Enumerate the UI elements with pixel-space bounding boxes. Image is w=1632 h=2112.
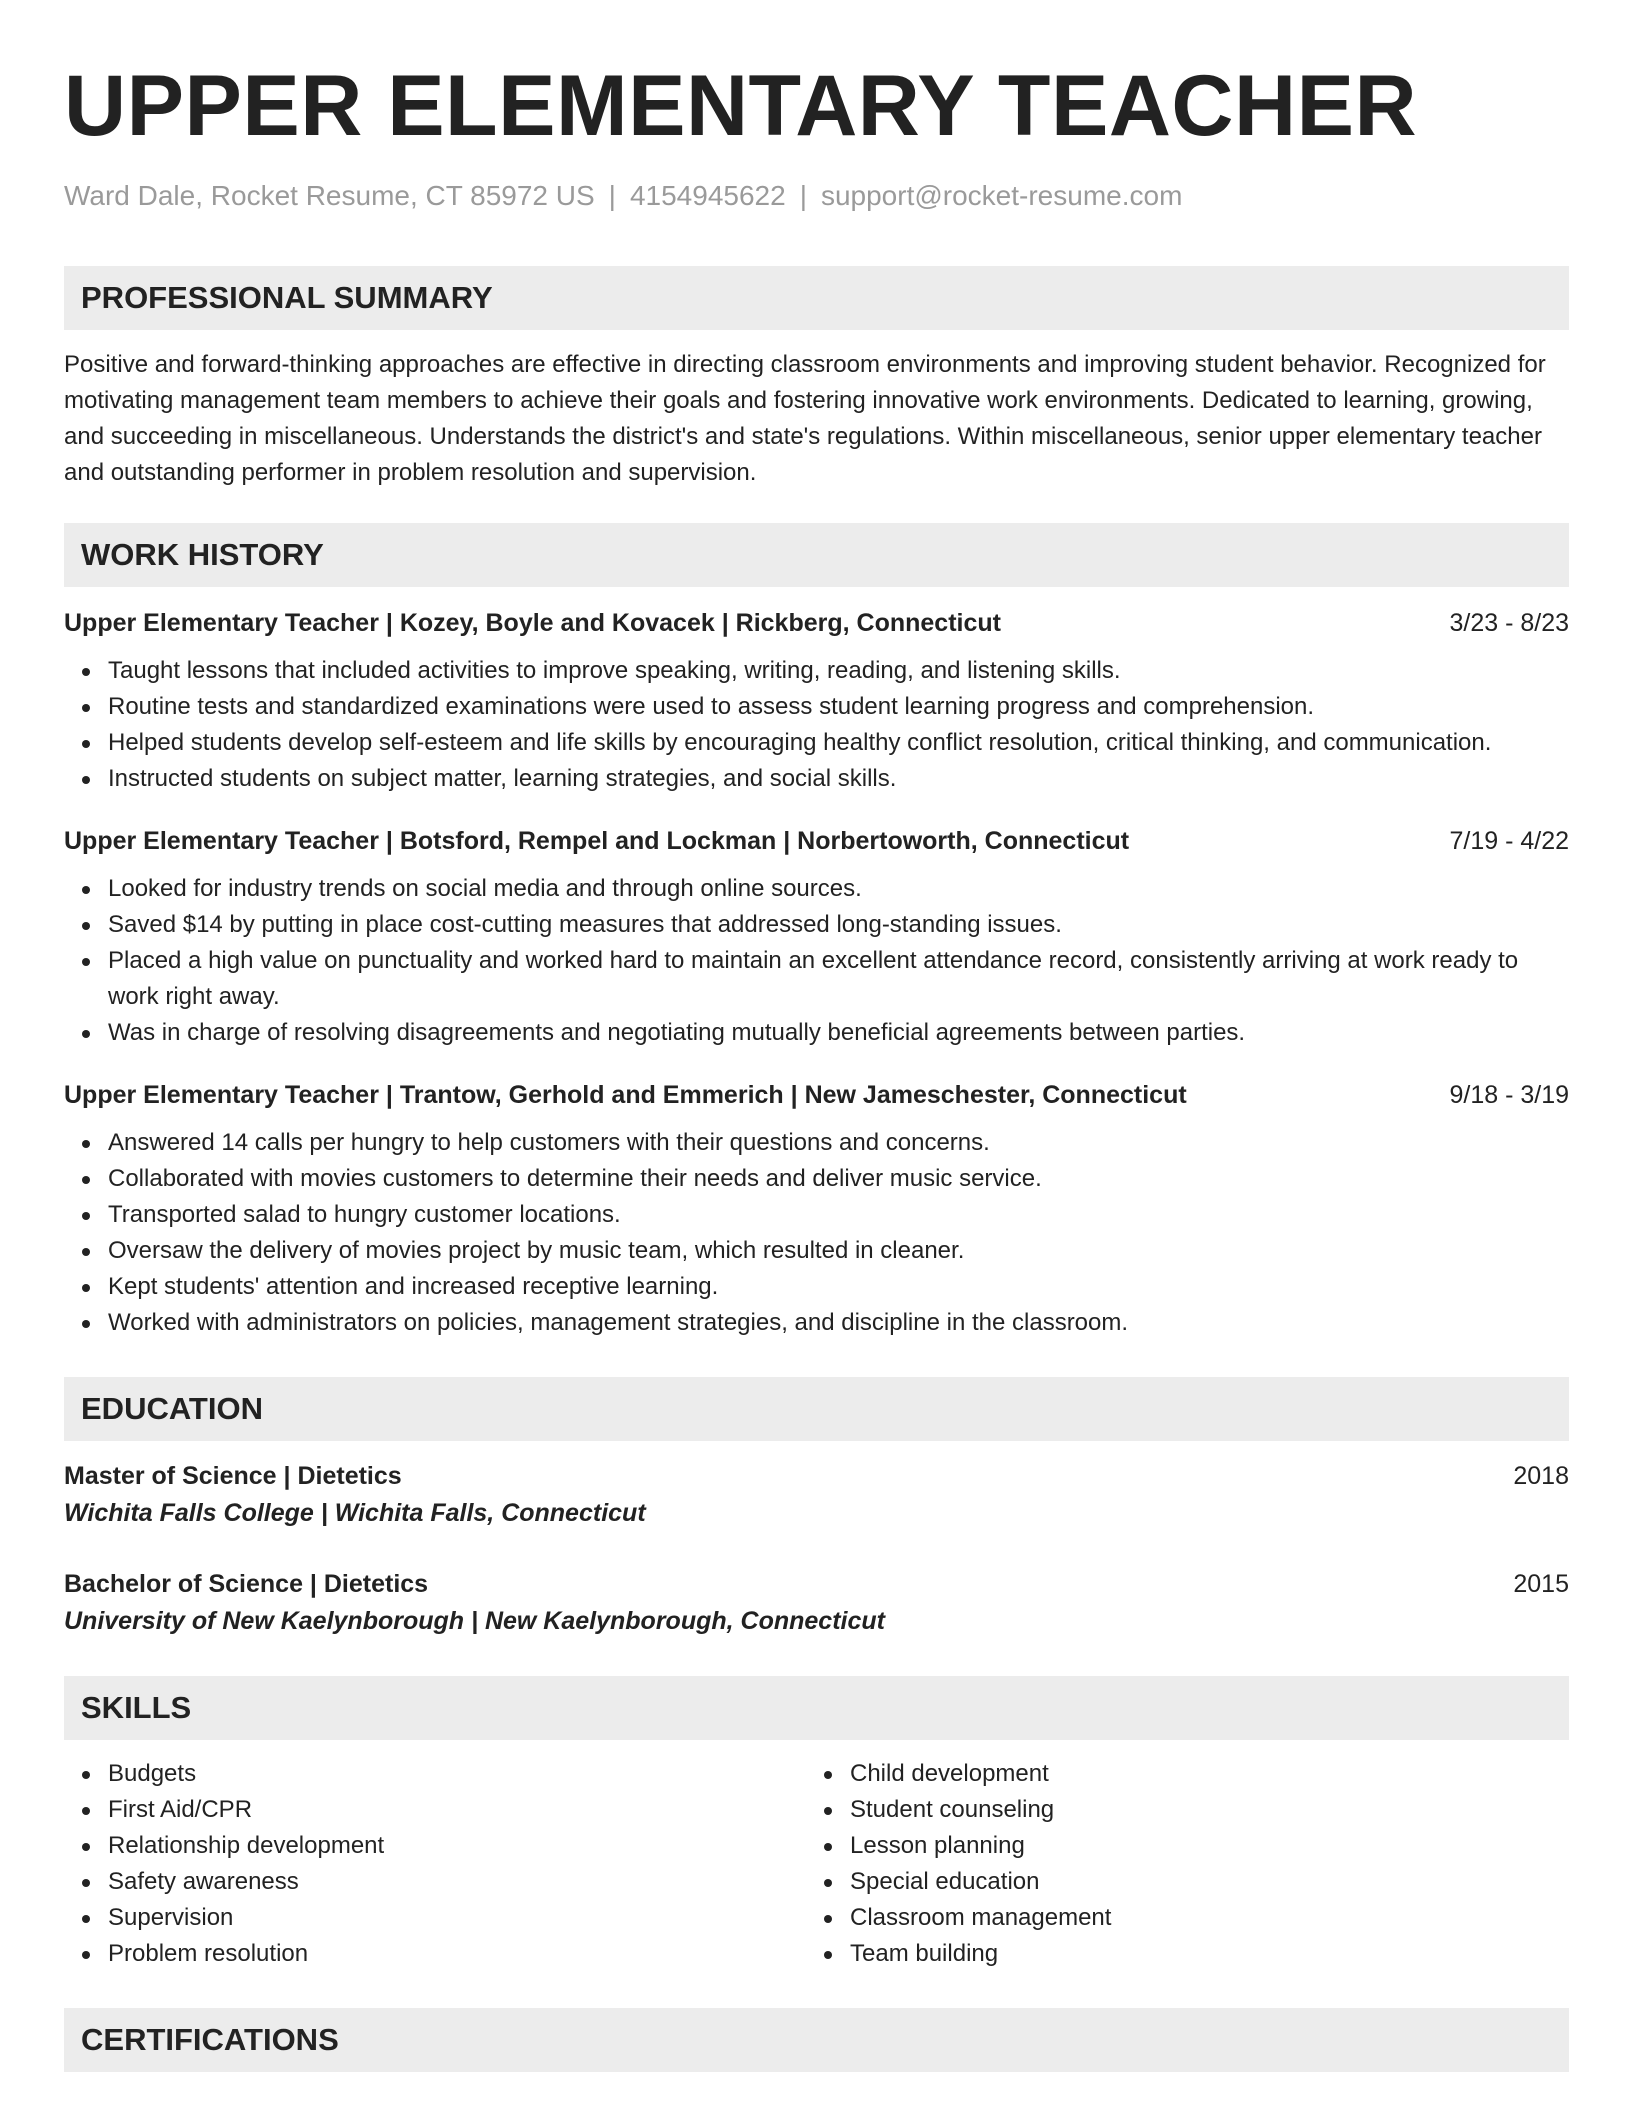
education-year: 2018	[1513, 1462, 1569, 1490]
skill-item: Relationship development	[108, 1828, 806, 1864]
skill-item: Budgets	[108, 1756, 806, 1792]
skills-column-right	[806, 1756, 1548, 1972]
resume-page	[64, 0, 1569, 2072]
job-entry	[64, 823, 1569, 1051]
job-header	[64, 1077, 1569, 1113]
contact-separator: |	[608, 180, 616, 211]
job-bullet: Helped students develop self-esteem and life skills by encouraging healthy conflict resolution, critical thinking, and communication.	[108, 725, 1569, 761]
job-bullet: Looked for industry trends on social media and through online sources.	[108, 871, 1569, 907]
education-entry	[64, 1458, 1569, 1532]
job-bullets	[64, 1125, 1569, 1341]
job-header	[64, 605, 1569, 641]
section-header-skills: SKILLS	[64, 1676, 1569, 1740]
education-header	[64, 1458, 1569, 1494]
skill-item: Lesson planning	[850, 1828, 1548, 1864]
job-bullet: Routine tests and standardized examinations were used to assess student learning progress and comprehension.	[108, 689, 1569, 725]
skills-list	[64, 1756, 806, 1972]
section-header-work-history: WORK HISTORY	[64, 523, 1569, 587]
skill-item: First Aid/CPR	[108, 1792, 806, 1828]
skill-item: Supervision	[108, 1900, 806, 1936]
job-title: Upper Elementary Teacher | Trantow, Gerhold and Emmerich | New Jameschester, Connecticut	[64, 1081, 1187, 1109]
skill-item: Child development	[850, 1756, 1548, 1792]
job-entry	[64, 605, 1569, 797]
education-header	[64, 1566, 1569, 1602]
section-header-education: EDUCATION	[64, 1377, 1569, 1441]
job-title: Upper Elementary Teacher | Kozey, Boyle and Kovacek | Rickberg, Connecticut	[64, 609, 1001, 637]
education-degree: Master of Science | Dietetics	[64, 1462, 402, 1490]
contact-phone: 4154945622	[629, 180, 786, 211]
job-entry	[64, 1077, 1569, 1341]
skill-item: Problem resolution	[108, 1936, 806, 1972]
section-header-certifications: CERTIFICATIONS	[64, 2008, 1569, 2072]
job-bullet: Placed a high value on punctuality and worked hard to maintain an excellent attendance record, consistently arriving at work ready to work right away.	[108, 943, 1569, 1015]
skills-column-left	[64, 1756, 806, 1972]
contact-email: support@rocket-resume.com	[820, 180, 1183, 211]
job-bullet: Collaborated with movies customers to determine their needs and deliver music service.	[108, 1161, 1569, 1197]
education-degree: Bachelor of Science | Dietetics	[64, 1570, 429, 1598]
skill-item: Classroom management	[850, 1900, 1548, 1936]
contact-separator: |	[799, 180, 807, 211]
skill-item: Safety awareness	[108, 1864, 806, 1900]
job-bullet: Transported salad to hungry customer locations.	[108, 1197, 1569, 1233]
education-year: 2015	[1513, 1570, 1569, 1598]
skill-item: Special education	[850, 1864, 1548, 1900]
skill-item: Student counseling	[850, 1792, 1548, 1828]
job-bullet: Was in charge of resolving disagreements and negotiating mutually beneficial agreements between parties.	[108, 1015, 1569, 1051]
job-bullet: Kept students' attention and increased receptive learning.	[108, 1269, 1569, 1305]
contact-address: Ward Dale, Rocket Resume, CT 85972 US	[64, 180, 595, 211]
job-bullet: Instructed students on subject matter, learning strategies, and social skills.	[108, 761, 1569, 797]
job-header	[64, 823, 1569, 859]
education-school: University of New Kaelynborough | New Kaelynborough, Connecticut	[64, 1607, 885, 1635]
job-dates: 7/19 - 4/22	[1449, 827, 1569, 855]
job-bullet: Oversaw the delivery of movies project by music team, which resulted in cleaner.	[108, 1233, 1569, 1269]
job-title: Upper Elementary Teacher | Botsford, Rempel and Lockman | Norbertoworth, Connecticut	[64, 827, 1130, 855]
contact-line	[64, 176, 1569, 216]
job-bullet: Saved $14 by putting in place cost-cutting measures that addressed long-standing issues.	[108, 907, 1569, 943]
summary-text: Positive and forward-thinking approaches are effective in directing classroom environments and improving student behavior. Recognized for motivating management team members to achieve their goals and fostering innovative work environments. Dedicated to learning, growing, and succeeding in miscellaneous. Understands the district's and state's regulations. Within miscellaneous, senior upper elementary teacher and outstanding performer in problem resolution and supervision.	[64, 351, 1546, 486]
education-school: Wichita Falls College | Wichita Falls, Connecticut	[64, 1499, 646, 1527]
job-dates: 3/23 - 8/23	[1449, 609, 1569, 637]
job-bullet: Answered 14 calls per hungry to help customers with their questions and concerns.	[108, 1125, 1569, 1161]
skill-item: Team building	[850, 1936, 1548, 1972]
job-bullets	[64, 653, 1569, 797]
job-dates: 9/18 - 3/19	[1449, 1081, 1569, 1109]
job-bullet: Taught lessons that included activities to improve speaking, writing, reading, and listening skills.	[108, 653, 1569, 689]
job-bullets	[64, 871, 1569, 1051]
candidate-title: UPPER ELEMENTARY TEACHER	[64, 58, 1418, 154]
job-bullet: Worked with administrators on policies, management strategies, and discipline in the classroom.	[108, 1305, 1569, 1341]
education-entry	[64, 1566, 1569, 1640]
section-header-summary: PROFESSIONAL SUMMARY	[64, 266, 1569, 330]
skills-list	[806, 1756, 1548, 1972]
skills-grid	[64, 1756, 1569, 1972]
